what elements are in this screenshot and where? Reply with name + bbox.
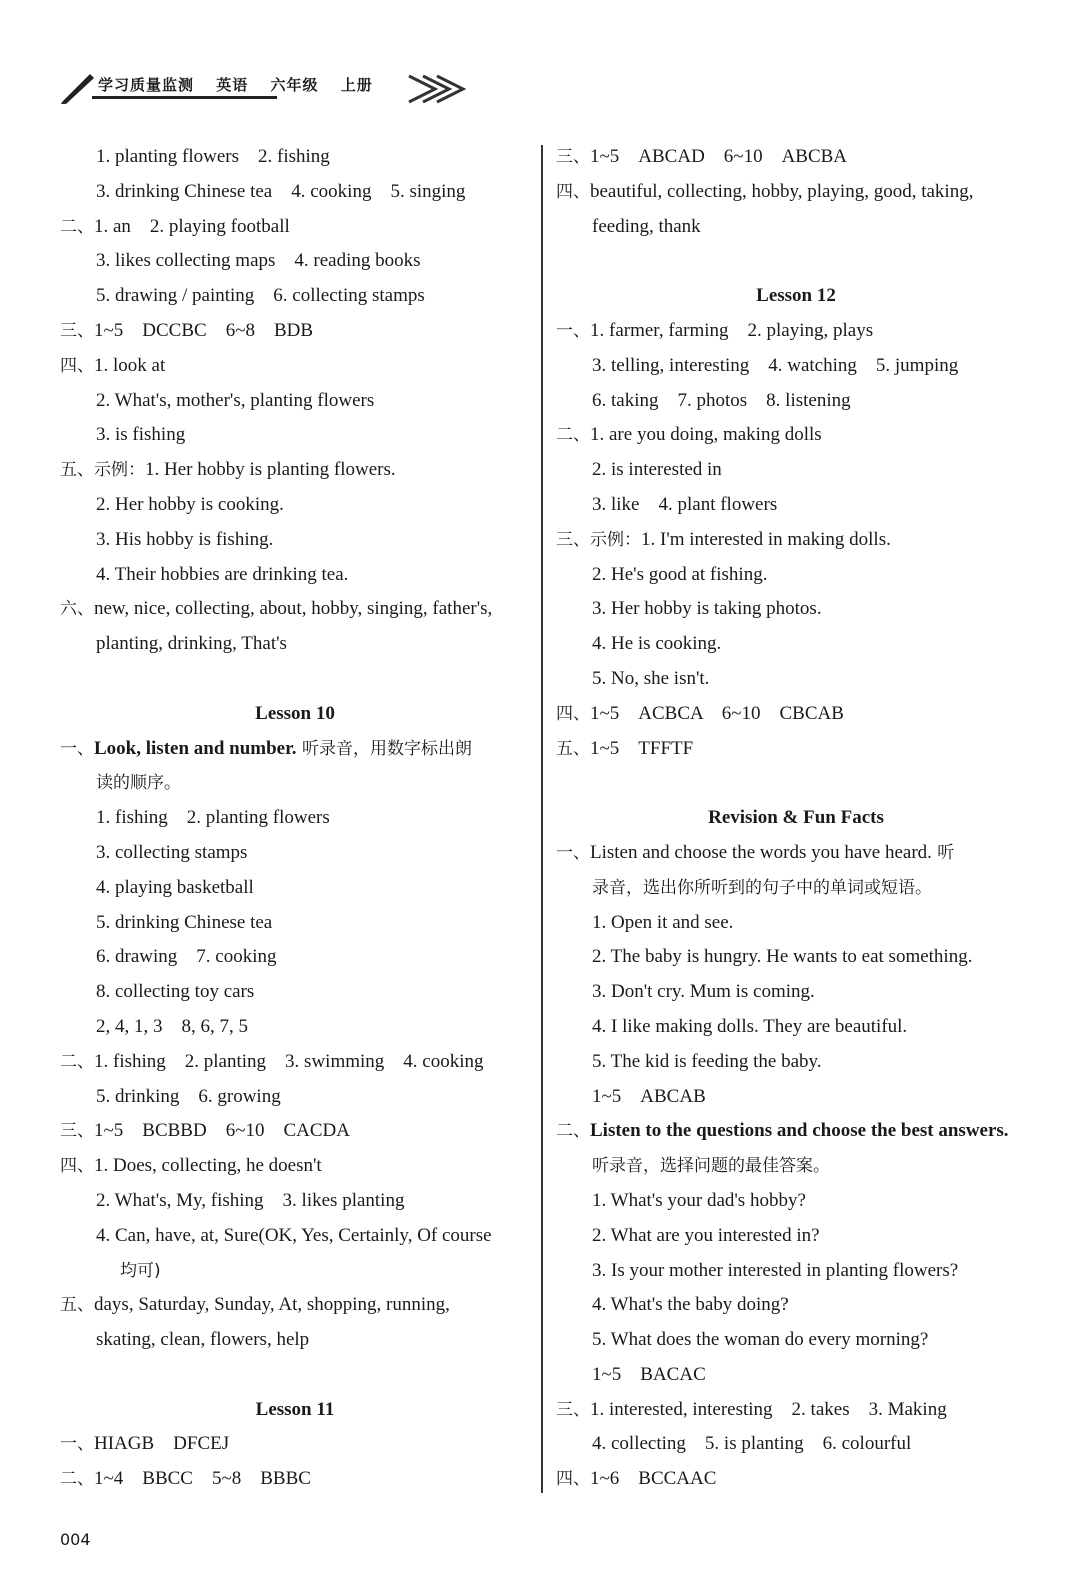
header-volume: 上册 <box>340 76 373 94</box>
header-title: 学习质量监测 <box>98 76 195 94</box>
double-chevron-icon <box>405 72 475 106</box>
answer-line: 二、1. fishing 2. planting 3. swimming 4. cooking <box>60 1050 484 1072</box>
section-marker: 一、 <box>556 320 590 341</box>
answer-line: 录音，选出你所听到的句子中的单词或短语。 <box>592 877 932 898</box>
answer-line: 8. collecting toy cars <box>96 981 255 1003</box>
answer-line: 3. His hobby is fishing. <box>96 528 274 550</box>
answer-line: 均可) <box>120 1260 161 1281</box>
answer-line: 3. drinking Chinese tea 4. cooking 5. singing <box>96 180 466 202</box>
answer-line: 4. He is cooking. <box>592 633 722 655</box>
section-marker: 四、 <box>60 1156 94 1177</box>
section-marker: 六、 <box>60 599 94 620</box>
answer-line: 6. taking 7. photos 8. listening <box>592 389 851 411</box>
answer-line: planting, drinking, That's <box>96 633 287 655</box>
answer-line: 三、1~5 ABCAD 6~10 ABCBA <box>556 146 848 167</box>
answer-line: 一、1. farmer, farming 2. playing, plays <box>556 319 874 341</box>
answer-line: 三、1~5 BCBBD 6~10 CACDA <box>60 1120 350 1142</box>
lesson-heading: Revision & Fun Facts <box>708 807 884 829</box>
answer-line: 2. What's, My, fishing 3. likes planting <box>96 1189 405 1211</box>
column-divider <box>541 145 543 1493</box>
pen-icon <box>60 70 96 104</box>
page-header <box>60 66 500 106</box>
section-marker: 二、 <box>60 1051 94 1072</box>
answer-line: 3. likes collecting maps 4. reading books <box>96 250 421 272</box>
answer-line: 三、示例：1. I'm interested in making dolls. <box>556 528 891 550</box>
answer-line: 听录音，选择问题的最佳答案。 <box>592 1156 830 1177</box>
answer-line: 4. collecting 5. is planting 6. colourful <box>592 1433 912 1455</box>
answer-line: 二、1. are you doing, making dolls <box>556 424 822 446</box>
answer-line: 1. What's your dad's hobby? <box>592 1189 806 1211</box>
lesson-heading: Lesson 10 <box>255 702 335 724</box>
section-marker: 三、示例： <box>556 529 641 550</box>
answer-line: 读的顺序。 <box>96 773 181 794</box>
answer-line: 四、1. look at <box>60 354 166 376</box>
answer-line: 4. playing basketball <box>96 876 254 898</box>
answer-line: 2, 4, 1, 3 8, 6, 7, 5 <box>96 1015 249 1037</box>
answer-line: 二、Listen to the questions and choose the best answers. <box>556 1120 1009 1142</box>
section-marker: 五、 <box>556 738 590 759</box>
section-marker: 五、 <box>60 1295 94 1316</box>
answer-line: 一、HIAGB DFCEJ <box>60 1433 230 1455</box>
answer-line: 2. The baby is hungry. He wants to eat something. <box>592 946 973 968</box>
section-marker: 三、 <box>556 1399 590 1420</box>
section-marker: 四、 <box>556 1469 590 1490</box>
answer-line: 3. is fishing <box>96 424 186 446</box>
left-column <box>60 140 530 1497</box>
answer-line: 3. Don't cry. Mum is coming. <box>592 981 815 1003</box>
answer-line: 5. drinking 6. growing <box>96 1085 281 1107</box>
section-marker: 一、 <box>60 1434 94 1455</box>
answer-line: 1~5 ABCAB <box>592 1085 706 1107</box>
answer-line: 3. collecting stamps <box>96 841 248 863</box>
answer-line: 2. Her hobby is cooking. <box>96 493 284 515</box>
header-grade: 六年级 <box>270 76 319 94</box>
answer-line: 三、1~5 DCCBC 6~8 BDB <box>60 319 314 341</box>
answer-line: 5. What does the woman do every morning? <box>592 1329 929 1351</box>
answer-line: skating, clean, flowers, help <box>96 1329 310 1351</box>
answer-line: 四、1~5 ACBCA 6~10 CBCAB <box>556 702 844 724</box>
answer-line: 三、1. interested, interesting 2. takes 3. Making <box>556 1398 947 1420</box>
answer-line: feeding, thank <box>592 215 701 237</box>
answer-line: 1. Open it and see. <box>592 911 734 933</box>
answer-line: 5. drinking Chinese tea <box>96 911 273 933</box>
answer-line: 2. He's good at fishing. <box>592 563 768 585</box>
answer-line: 4. What's the baby doing? <box>592 1294 789 1316</box>
answer-line: 五、days, Saturday, Sunday, At, shopping, running, <box>60 1294 450 1316</box>
section-marker: 三、 <box>556 147 590 167</box>
section-marker: 三、 <box>60 1121 94 1142</box>
section-marker: 四、 <box>556 181 590 202</box>
answer-line: 四、beautiful, collecting, hobby, playing, good, taking, <box>556 180 974 202</box>
section-marker: 一、 <box>556 842 590 863</box>
answer-line: 5. No, she isn't. <box>592 667 710 689</box>
header-subject: 英语 <box>216 76 249 94</box>
answer-line: 5. drawing / painting 6. collecting stamps <box>96 285 425 307</box>
header-underline <box>92 96 277 99</box>
section-marker: 二、 <box>556 425 590 446</box>
answer-line: 3. telling, interesting 4. watching 5. jumping <box>592 354 959 376</box>
section-marker: 四、 <box>556 703 590 724</box>
answer-line: 五、1~5 TFFTF <box>556 737 694 759</box>
answer-line: 3. like 4. plant flowers <box>592 493 778 515</box>
answer-line: 二、1. an 2. playing football <box>60 215 290 237</box>
lesson-heading: Lesson 12 <box>756 285 836 307</box>
lesson-heading: Lesson 11 <box>255 1398 335 1420</box>
answer-line: 四、1~6 BCCAAC <box>556 1468 717 1490</box>
section-marker: 二、 <box>60 1469 94 1490</box>
answer-line: 4. I like making dolls. They are beautiful. <box>592 1015 908 1037</box>
section-marker: 三、 <box>60 320 94 341</box>
answer-line: 2. What are you interested in? <box>592 1224 820 1246</box>
answer-line: 4. Their hobbies are drinking tea. <box>96 563 349 585</box>
right-column <box>556 140 1036 1497</box>
answer-line: 一、Look, listen and number. 听录音，用数字标出朗 <box>60 737 472 759</box>
page-number: 004 <box>60 1530 91 1549</box>
section-marker: 二、 <box>60 216 94 237</box>
section-marker: 一、 <box>60 738 94 759</box>
answer-line: 5. The kid is feeding the baby. <box>592 1050 822 1072</box>
section-marker: 二、 <box>556 1121 590 1142</box>
section-marker: 五、示例： <box>60 460 145 481</box>
answer-line: 五、示例：1. Her hobby is planting flowers. <box>60 459 396 481</box>
answer-line: 六、new, nice, collecting, about, hobby, singing, father's, <box>60 598 493 620</box>
answer-line: 3. Is your mother interested in planting flowers? <box>592 1259 959 1281</box>
answer-line: 1. fishing 2. planting flowers <box>96 807 330 829</box>
answer-line: 2. What's, mother's, planting flowers <box>96 389 375 411</box>
answer-line: 一、Listen and choose the words you have heard. 听 <box>556 841 955 863</box>
header-text <box>98 74 389 95</box>
answer-line: 1. planting flowers 2. fishing <box>96 146 330 167</box>
answer-line: 1~5 BACAC <box>592 1363 706 1385</box>
answer-line: 3. Her hobby is taking photos. <box>592 598 822 620</box>
answer-line: 4. Can, have, at, Sure(OK, Yes, Certainly, Of course <box>96 1224 492 1246</box>
answer-line: 2. is interested in <box>592 459 722 481</box>
answer-line: 二、1~4 BBCC 5~8 BBBC <box>60 1468 311 1490</box>
answer-line: 6. drawing 7. cooking <box>96 946 277 968</box>
answer-line: 四、1. Does, collecting, he doesn't <box>60 1155 322 1177</box>
section-marker: 四、 <box>60 355 94 376</box>
